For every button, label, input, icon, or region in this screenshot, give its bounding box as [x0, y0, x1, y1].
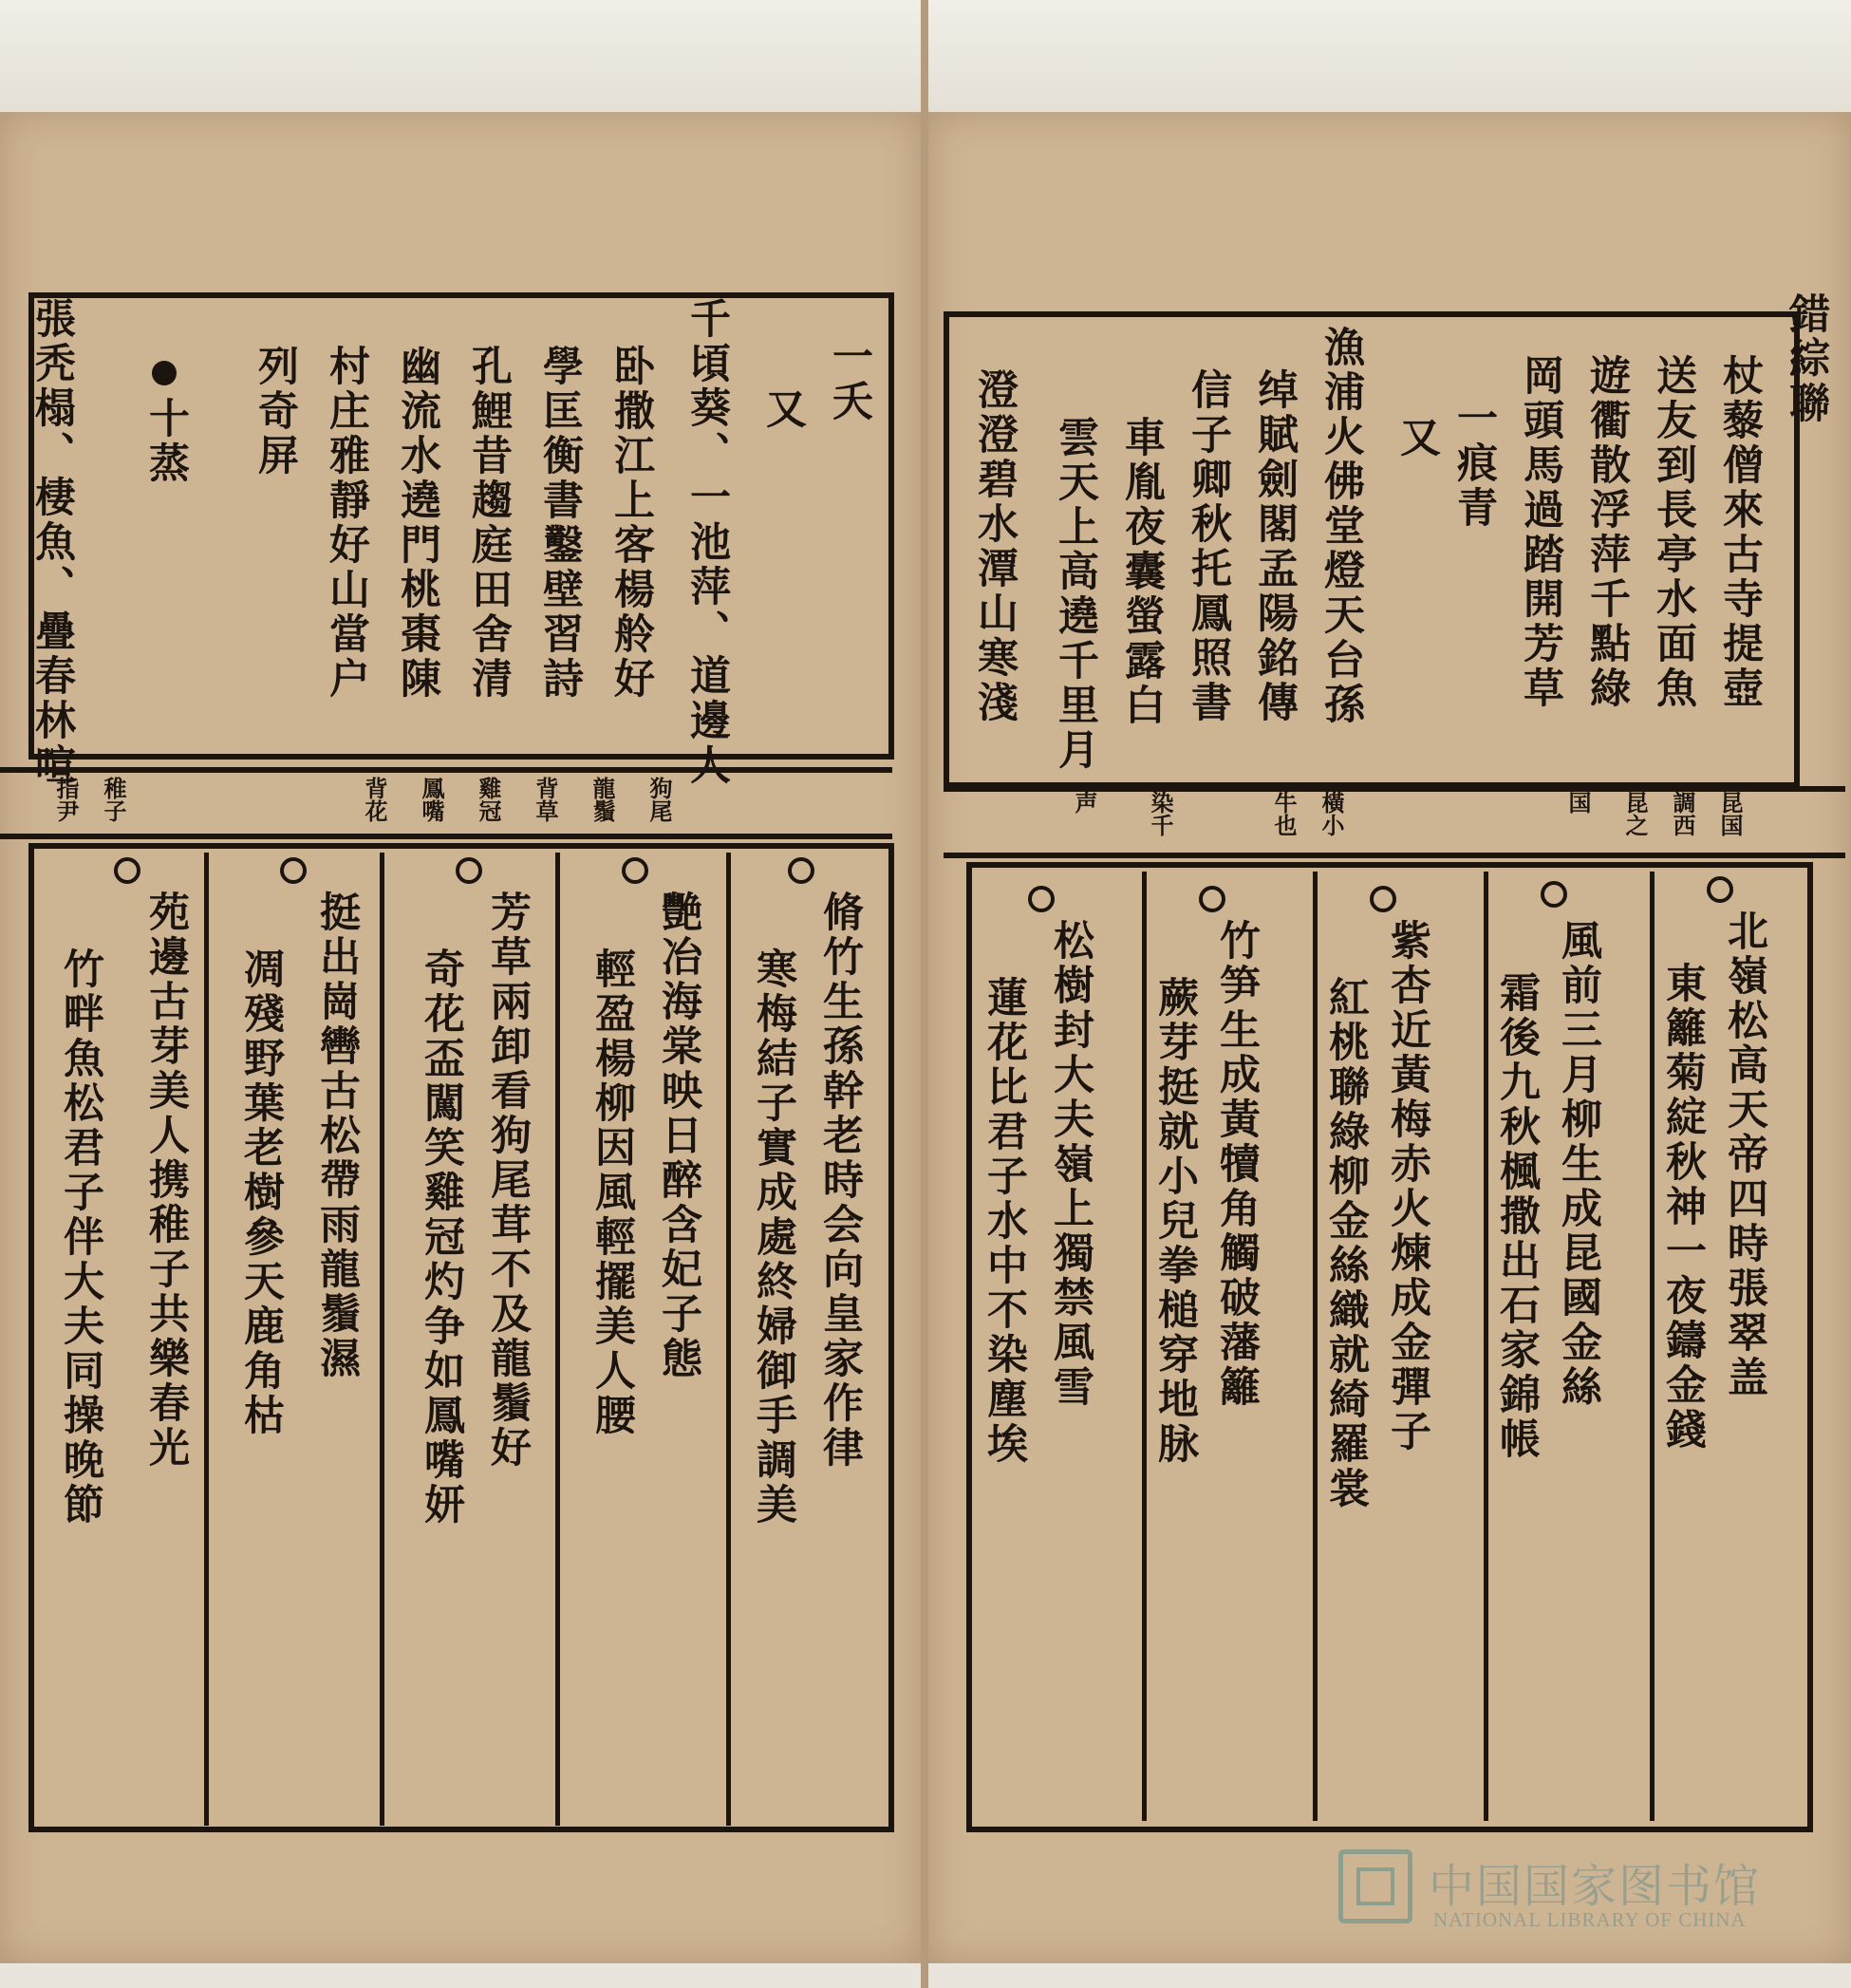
text-column: 艷冶海棠映日醉含妃子態 [655, 891, 702, 1381]
text-column: 輕盈楊柳因風輕擺美人腰 [589, 947, 636, 1438]
text-column: 寒梅結子實成處終婦御手調美 [750, 947, 797, 1528]
note-text: 染千 [1147, 791, 1174, 836]
text-column: 苑邊古芽美人携稚子共樂春光 [142, 891, 190, 1471]
section-circle-mark [1370, 886, 1396, 912]
note-text: 龍鬚 [589, 777, 616, 822]
section-marker-dot [152, 361, 177, 385]
watermark-en: NATIONAL LIBRARY OF CHINA [1433, 1908, 1747, 1931]
text-column: 一痕青 [1450, 397, 1498, 531]
right-col-rule [1313, 872, 1318, 1821]
note-text: 背花 [361, 777, 388, 822]
section-circle-mark [280, 857, 307, 884]
text-column: 十蒸 [142, 397, 190, 486]
text-column: 遊衢散浮萍千點綠 [1583, 354, 1631, 711]
section-circle-mark [622, 857, 648, 884]
text-column: 信子卿秋托鳳照書 [1185, 368, 1232, 725]
text-column: 送友到長亭水面魚 [1650, 354, 1697, 711]
library-watermark [1338, 1849, 1842, 1944]
text-column: 竹畔魚松君子伴大夫同操晚節 [57, 947, 104, 1528]
left-col-rule [204, 853, 209, 1826]
note-text: 牛也 [1270, 791, 1298, 836]
text-column: 挺出崗轡古松帶雨龍鬚濕 [313, 891, 361, 1381]
right-col-rule [1142, 872, 1147, 1821]
text-column: 松樹封大夫嶺上獨禁風雪 [1047, 919, 1094, 1410]
text-column: 張秃榻、棲魚、疊春林喧 [28, 297, 76, 788]
text-column: 北嶺松高天帝四時張翠盖 [1721, 910, 1768, 1400]
text-column: 脩竹生孫幹老時会向皇家作律 [816, 891, 864, 1471]
right-col-rule [1484, 872, 1488, 1821]
right-page [928, 112, 1851, 1963]
left-col-rule [726, 853, 731, 1826]
text-column: 又 [1393, 416, 1441, 460]
note-text: 昆国 [1716, 791, 1744, 836]
note-text: 国 [1564, 791, 1592, 814]
text-column: 幽流水遶門桃棗陳 [394, 345, 441, 702]
left-divider-line-2 [0, 834, 892, 839]
text-column: 東籬菊綻秋神一夜鑄金錢 [1659, 962, 1707, 1453]
note-text: 雞冠 [475, 777, 502, 822]
note-text: 背草 [532, 777, 559, 822]
book-gutter [921, 0, 928, 1988]
section-circle-mark [1028, 886, 1055, 912]
text-column: 雲天上高遶千里月 [1052, 416, 1099, 773]
left-col-rule [380, 853, 384, 1826]
text-column: 凋殘野葉老樹參天鹿角枯 [237, 947, 285, 1438]
library-logo-icon [1338, 1849, 1412, 1923]
text-column: 芳草兩卸看狗尾茸不及龍鬚好 [484, 891, 532, 1471]
left-col-rule [555, 853, 560, 1826]
section-circle-mark [788, 857, 814, 884]
text-column: 列奇屏 [252, 345, 299, 478]
text-column: 蕨芽挺就小兒拳槌穿地脉 [1151, 976, 1199, 1467]
left-divider-line [0, 767, 892, 773]
note-text: 稚子 [100, 777, 127, 822]
left-page [0, 112, 921, 1963]
text-column: 學匡衡書鑿壁習詩 [536, 345, 584, 702]
section-circle-mark [1541, 881, 1567, 908]
note-text: 声 [1071, 791, 1098, 814]
text-column: 千頃葵、一池萍、道邊人 [683, 297, 731, 788]
text-column: 澄澄碧水潭山寒淺 [971, 368, 1019, 725]
text-column: 奇花盃闖笑雞冠灼争如鳳嘴妍 [418, 947, 465, 1528]
section-circle-mark [1707, 876, 1733, 903]
text-column: 绰賦劍閣孟陽銘傳 [1251, 368, 1299, 725]
text-column: 車胤夜囊螢露白 [1118, 416, 1166, 728]
text-column: 卧撒江上客楊舲好 [608, 345, 655, 702]
note-text: 狗尾 [645, 777, 673, 822]
text-column: 霜後九秋楓撒出石家錦帳 [1493, 971, 1541, 1462]
note-text: 鳳嘴 [418, 777, 445, 822]
text-column: 村庄雅靜好山當户 [323, 345, 370, 702]
section-circle-mark [114, 857, 140, 884]
text-column: 紫杏近黃梅赤火煉成金彈子 [1384, 919, 1431, 1454]
section-circle-mark [1199, 886, 1225, 912]
section-heading: 錯綜聯 [1783, 292, 1830, 426]
text-column: 孔鯉昔趨庭田舍清 [465, 345, 513, 702]
text-column: 又 [759, 387, 807, 432]
note-text: 調西 [1669, 791, 1696, 836]
right-col-rule [1650, 872, 1655, 1821]
text-column: 風前三月柳生成昆國金絲 [1555, 919, 1602, 1410]
text-column: 漁浦火佛堂燈天台孫 [1318, 326, 1365, 727]
right-divider-line-2 [944, 853, 1845, 858]
text-column: 一夭 [826, 335, 873, 424]
note-text: 指尹 [52, 777, 80, 822]
section-circle-mark [456, 857, 482, 884]
text-column: 岡頭馬過踏開芳草 [1517, 354, 1564, 711]
watermark-cn: 中国国家图书馆 [1429, 1860, 1762, 1913]
text-column: 紅桃聯綠柳金絲織就綺羅裳 [1322, 976, 1370, 1511]
text-column: 杖藜僧來古寺提壺 [1716, 354, 1764, 711]
note-text: 昆之 [1621, 791, 1649, 836]
note-text: 橫小 [1318, 791, 1345, 836]
text-column: 竹笋生成黃犢角觸破藩籬 [1213, 919, 1261, 1410]
text-column: 蓮花比君子水中不染塵埃 [981, 976, 1028, 1467]
